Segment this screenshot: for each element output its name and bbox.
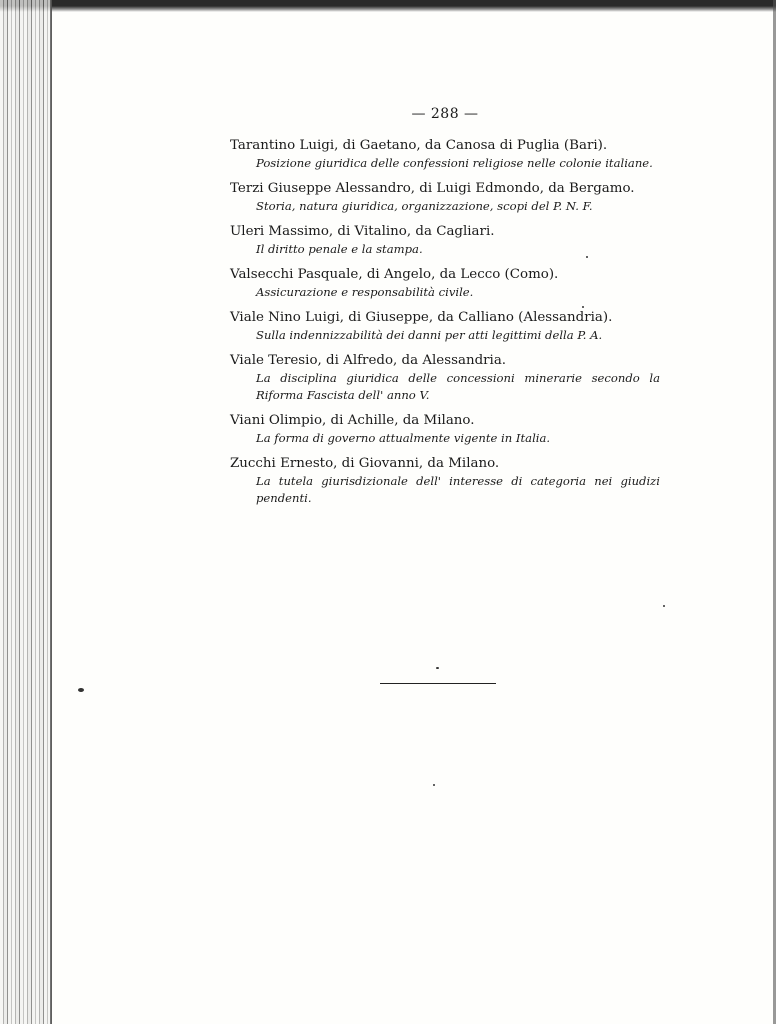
thesis-title: La disciplina giuridica delle concessioni minerarie secondo la Riforma Fascista dell' anno V.	[256, 371, 660, 402]
thesis-list	[230, 136, 660, 514]
ink-speck	[663, 605, 665, 607]
thesis-title: Storia, natura giuridica, organizzazione, scopi del P. N. F.	[256, 199, 593, 213]
ink-speck	[582, 306, 584, 308]
list-item	[230, 308, 660, 344]
thesis-title: La tutela giurisdizionale dell' interesse di categoria nei giudizi pendenti.	[256, 474, 660, 505]
author-line: Valsecchi Pasquale, di Angelo, da Lecco (Como).	[230, 267, 559, 282]
ink-speck	[433, 784, 435, 786]
thesis-title: La forma di governo attualmente vigente in Italia.	[256, 431, 551, 445]
list-item	[230, 179, 660, 215]
thesis-title: Posizione giuridica delle confessioni religiose nelle colonie italiane.	[256, 156, 653, 170]
list-item	[230, 351, 660, 404]
list-item	[230, 454, 660, 507]
closing-rule	[380, 683, 496, 684]
author-line: Tarantino Luigi, di Gaetano, da Canosa di Puglia (Bari).	[230, 138, 608, 153]
ink-speck	[78, 688, 84, 692]
ink-speck	[586, 256, 588, 258]
thesis-title: Sulla indennizzabilità dei danni per atti legittimi della P. A.	[256, 328, 603, 342]
list-item	[230, 136, 660, 172]
book-binding-edge	[0, 0, 52, 1024]
list-item	[230, 222, 660, 258]
thesis-title: Il diritto penale e la stampa.	[256, 242, 423, 256]
scan-top-edge	[0, 0, 776, 12]
list-item	[230, 411, 660, 447]
author-line: Zucchi Ernesto, di Giovanni, da Milano.	[230, 456, 500, 471]
page-number: — 288 —	[411, 106, 479, 122]
ink-speck	[436, 667, 439, 669]
list-item	[230, 265, 660, 301]
binding-shadow-line	[50, 0, 52, 1024]
author-line: Uleri Massimo, di Vitalino, da Cagliari.	[230, 224, 495, 239]
thesis-title: Assicurazione e responsabilità civile.	[256, 285, 474, 299]
author-line: Viale Nino Luigi, di Giuseppe, da Calliano (Alessandria).	[230, 310, 613, 325]
author-line: Terzi Giuseppe Alessandro, di Luigi Edmondo, da Bergamo.	[230, 181, 635, 196]
author-line: Viani Olimpio, di Achille, da Milano.	[230, 413, 475, 428]
author-line: Viale Teresio, di Alfredo, da Alessandria.	[230, 353, 507, 368]
